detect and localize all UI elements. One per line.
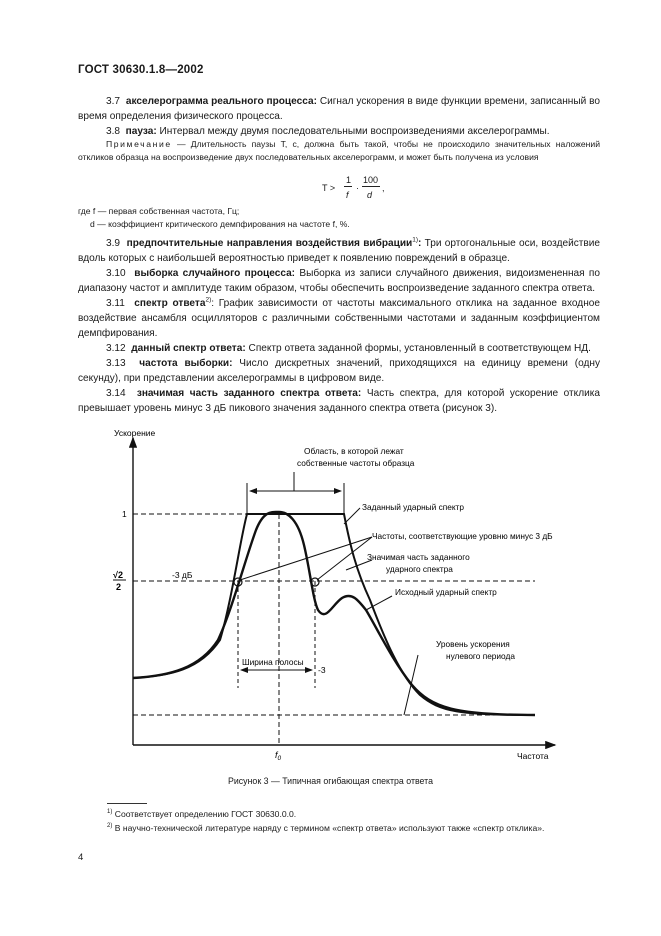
- term-3-7: акселерограмма реального процесса:: [125, 96, 317, 107]
- page-header: ГОСТ 30630.1.8—2002: [78, 64, 204, 76]
- leader-required: [344, 508, 360, 524]
- tick-one: 1: [122, 509, 127, 519]
- required-spectrum-curve: [133, 514, 535, 715]
- label-freqs: Частоты, соответствующие уровню минус 3 дБ: [372, 531, 553, 541]
- label-required-spectrum: Заданный ударный спектр: [362, 502, 464, 512]
- footnote-separator: [107, 803, 147, 804]
- label-signif-1: Значимая часть заданного: [367, 552, 470, 562]
- para-3-14: 3.14 значимая часть заданного спектра ответа: Часть спектра, для которой ускорение отклика превышает уровень минус 3 дБ пикового значения заданного спектра ответа (рисунок 3).: [78, 388, 600, 414]
- label-region-2: собственные частоты образца: [297, 458, 415, 468]
- tick-sqrt2: √2: [113, 570, 123, 580]
- where-line-2: d — коэффициент критического демпфирования на частоте f, %.: [90, 219, 350, 229]
- minus3db-label: -3 дБ: [172, 570, 193, 580]
- label-f0: $f_0$: [275, 750, 282, 762]
- para-3-13: 3.13 частота выборки: Число дискретных значений, приходящихся на единицу времени (одну секунду), при представлении акселерограммы в цифровом виде.: [78, 358, 601, 384]
- y-axis-label: Ускорение: [114, 428, 156, 438]
- note-para: Примечание — Длительность паузы T, с, должна быть такой, чтобы не происходило значительных наложений откликов образца на воспроизведение двух последовательных акселерограмм, и может быть получена из условия: [78, 139, 600, 162]
- label-region-1: Область, в которой лежат: [304, 446, 404, 456]
- initial-spectrum-curve: [133, 512, 535, 715]
- figure-caption: Рисунок 3 — Типичная огибающая спектра ответа: [228, 776, 433, 786]
- para-3-12: 3.12 данный спектр ответа: Спектр ответа заданной формы, установленный в соответствующем НД.: [106, 343, 591, 354]
- para-3-9: 3.9 предпочтительные направления воздействия вибрации$^{1)}$: Три ортогональные оси, воздействие вдоль которых с наибольшей вероятностью приведет к появлению повреждений в образце.: [78, 236, 601, 264]
- label-zero-2: нулевого периода: [446, 651, 515, 661]
- leader-freqs-1: [240, 537, 372, 580]
- label-minus3: -3: [318, 665, 326, 675]
- para-3-7: 3.7 акселерограмма реального процесса: Сигнал ускорения в виде функции времени, записанный во время определения физического процесса.: [78, 96, 600, 122]
- formula-pause: T > 1 f · 100 d ,: [322, 175, 385, 200]
- para-3-11: 3.11 спектр ответа$^{2)}$: График зависимости от частоты максимального отклика на заданное входное воздействие ансамбля осцилляторов с различными собственными частотами и заданным коэффициентом демпфирования.: [78, 296, 600, 339]
- where-line-1: где f — первая собственная частота, Гц;: [78, 206, 240, 216]
- label-zero-1: Уровень ускорения: [436, 639, 510, 649]
- para-3-8: 3.8 пауза: Интервал между двумя последовательными воспроизведениями акселерограммы.: [106, 126, 550, 137]
- term-3-8: пауза:: [125, 126, 157, 137]
- leader-zero: [404, 655, 418, 715]
- x-axis-label: Частота: [517, 751, 549, 761]
- label-signif-2: ударного спектра: [386, 564, 453, 574]
- tick-two: 2: [116, 582, 122, 592]
- page-number: 4: [78, 852, 84, 863]
- footnote-2: $^{2)}$ В научно-технической литературе наряду с термином «спектр ответа» используют также «спектр отклика».: [107, 823, 545, 833]
- leader-freqs-2: [317, 537, 372, 580]
- note-label: Примечание: [106, 139, 172, 149]
- label-bandwidth: Ширина полосы: [242, 657, 304, 667]
- label-initial-spectrum: Исходный ударный спектр: [395, 587, 497, 597]
- para-3-10: 3.10 выборка случайного процесса: Выборка из записи случайного движения, видоизмененная по диапазону частот и амплитуде таким образом, чтобы обеспечить воспроизведение заданного спектра ответа.: [78, 268, 600, 294]
- footnote-1: $^{1)}$ Соответствует определению ГОСТ 30630.0.0.: [107, 809, 297, 819]
